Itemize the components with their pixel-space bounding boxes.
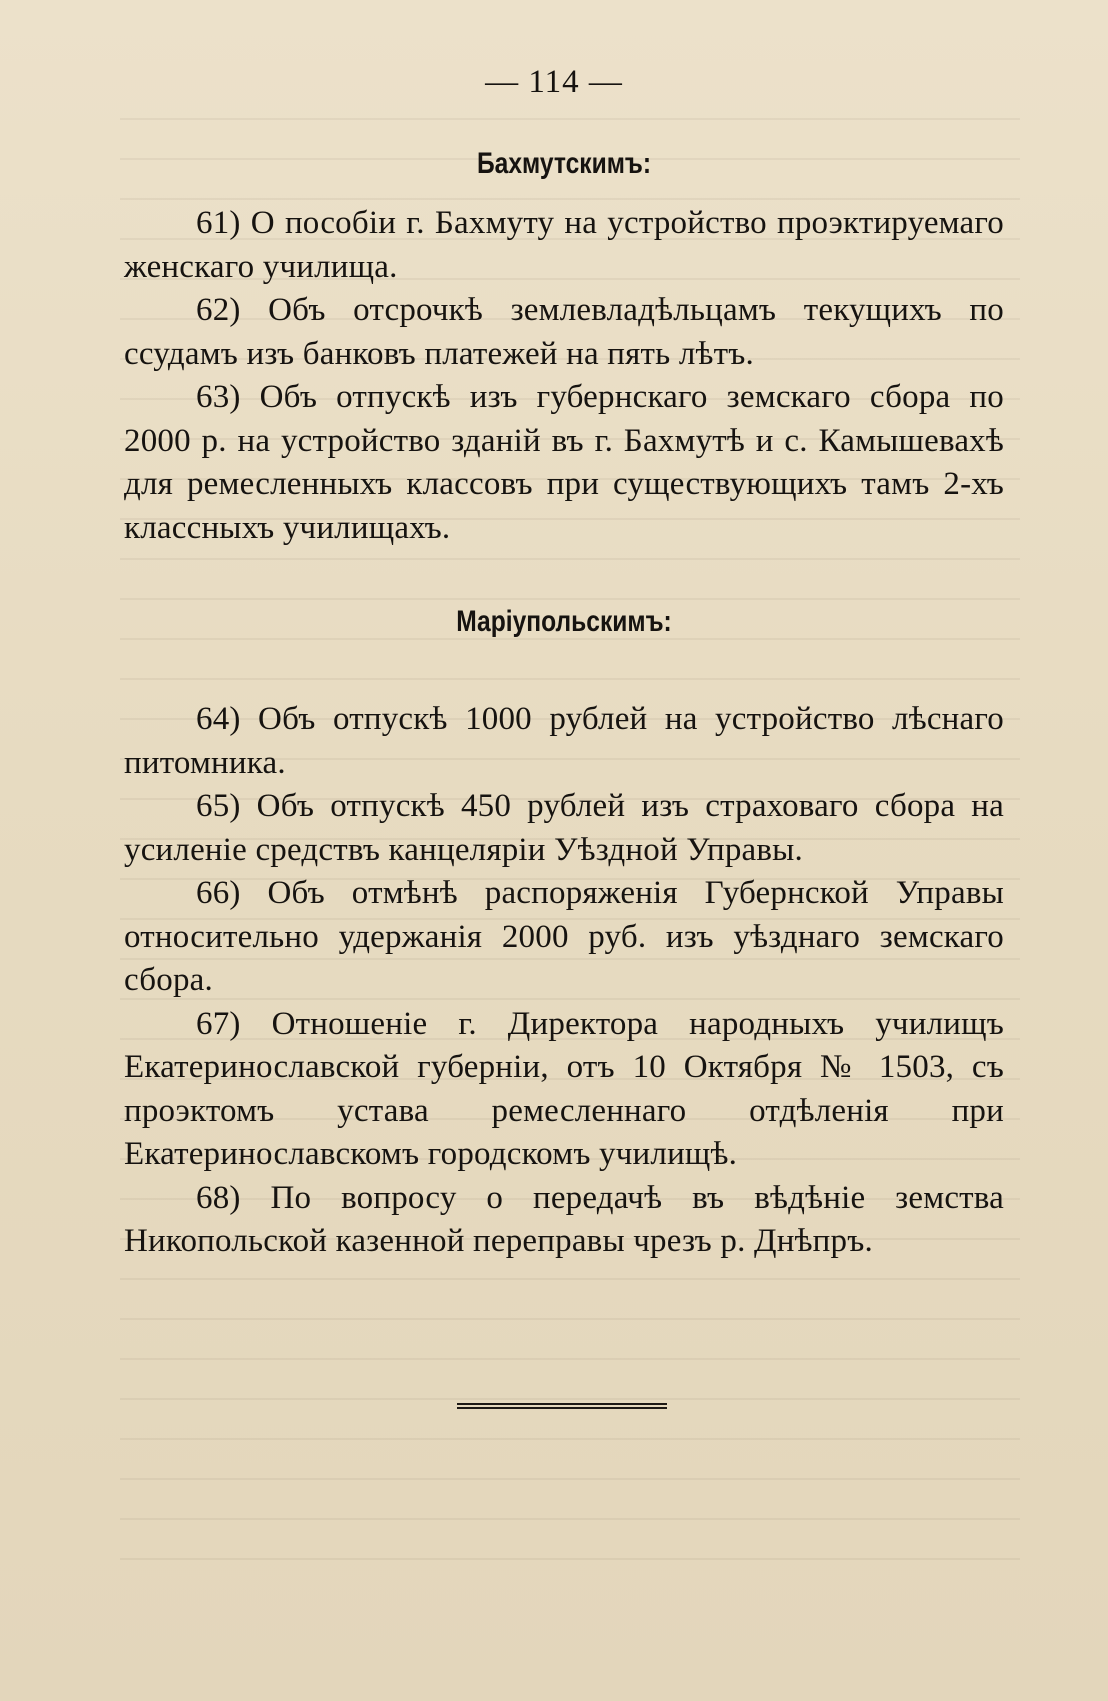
list-item: 63) Объ отпускѣ изъ губернскаго земскаго сбора по 2000 р. на устройство зданій въ г. Бахмутѣ и с. Камышевахѣ для ремесленныхъ классовъ при существующихъ тамъ 2-хъ классныхъ училищахъ.: [124, 379, 1004, 546]
section-title-bakhmut: Бахмутскимъ:: [476, 147, 652, 180]
text-block: [124, 140, 1004, 1264]
section-items-mariupol: [124, 698, 1004, 1264]
list-item: 62) Объ отсрочкѣ землевладѣльцамъ текущихъ по ссудамъ изъ банковъ платежей на пять лѣтъ.: [124, 292, 1004, 372]
page-number: — 114 —: [485, 64, 623, 100]
list-item: 66) Объ отмѣнѣ распоряженія Губернской Управы относительно удержанія 2000 руб. изъ уѣзднаго земскаго сбора.: [124, 875, 1004, 998]
list-item: 67) Отношеніе г. Директора народныхъ училищъ Екатеринославской губерніи, отъ 10 Октября № 1503, съ проэктомъ устава ремесленнаго отдѣленія при Екатеринославскомъ городскомъ училищѣ.: [124, 1005, 1004, 1172]
list-item: 64) Объ отпускѣ 1000 рублей на устройство лѣснаго питомника.: [124, 701, 1004, 781]
list-item: 65) Объ отпускѣ 450 рублей изъ страховаго сбора на усиленіе средствъ канцеляріи Уѣздной Управы.: [124, 788, 1004, 868]
section-title-mariupol: Маріупольскимъ:: [456, 605, 672, 638]
list-item: 68) По вопросу о передачѣ въ вѣдѣніе земства Никопольской казенной переправы чрезъ р. Днѣпръ.: [124, 1179, 1004, 1259]
section-items-bakhmut: [124, 202, 1004, 550]
list-item: 61) О пособіи г. Бахмуту на устройство проэктируемаго женскаго училища.: [124, 205, 1004, 285]
end-rule: [457, 1403, 667, 1409]
